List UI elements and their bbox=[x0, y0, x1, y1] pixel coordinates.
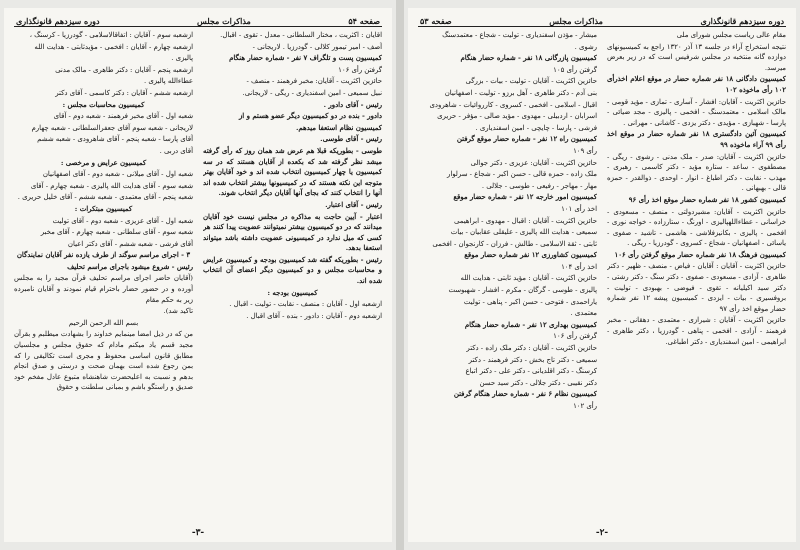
text-line: سمیعی - دکتر تاج بخش - دکتر فرهمند - دکتر bbox=[468, 355, 597, 364]
text-line: ازشعبه چهارم - آقایان : افخمی - مؤیدثابتی - هدایت الله bbox=[34, 42, 193, 51]
text-line: کمیسیون پازرگانی ۱۸ نفر - شماره حضار هنگام bbox=[460, 54, 597, 63]
text-line: بنی آدم - دکتر طاهری - آهل برزو - تولیت - اصفهانیان bbox=[444, 88, 597, 97]
text-line: حائزین اکثریت - آقایان: افشار - آساری - تمازی - مؤید قومی - مالک اسلامی - معتمدسنگ - افخمی - پالیزی - مجد ضیائی - پارسا - شهبازی - مؤیدی - دکتر یزدی - کاشانی - مهرانی . bbox=[607, 97, 786, 127]
text-line: ازشعبه اول - آقایان : منصف - نقابت - تولیت - اقبال . bbox=[229, 300, 382, 309]
text-line: پالیزی . bbox=[171, 54, 193, 63]
text-line: ازشعبه ششم - آقایان : دکتر کاسمی - آقای دکتر bbox=[55, 88, 193, 97]
text-line: شعبه سوم - آقای هدایت الله پالیزی - شعبه چهارم - آقای bbox=[30, 181, 193, 190]
text-line: حائزین اکثریت - آقایان : دکتر ملک زاده - دکتر bbox=[466, 344, 597, 353]
text-line: کمیسیون بودجه : bbox=[267, 288, 318, 297]
text-line: بسم الله الرحمن الرحیم bbox=[68, 318, 139, 327]
left-page-footer: -۳- bbox=[191, 528, 205, 538]
right-page-left-column bbox=[418, 30, 597, 522]
text-line: کمیسیون نظام ۶ نفر - شماره حضار هنگام گرفتن bbox=[453, 390, 597, 399]
text-line: کمیسیون فرهنگ ۱۸ نفر شماره حضار موقع گرفتن رأی ۱۰۶ bbox=[614, 250, 786, 259]
text-line: دادور - بنده در دو کمیسیون دیگر عضو هستم و از bbox=[238, 112, 382, 121]
text-line: کمیسیون عرایض و مرخصی : bbox=[60, 158, 147, 167]
text-line: گرفتن رأی ۱۰۵ bbox=[553, 65, 597, 74]
text-line: کمیسیون نظام استعفا میدهم. bbox=[295, 123, 382, 132]
text-line: رأی ۱۰۲ bbox=[573, 402, 597, 410]
text-line: کمیسیون راه ۱۲ نفر - شماره حضار موقع گرفتن bbox=[456, 135, 597, 144]
text-line: رئیس - آقای اعتبار. bbox=[325, 200, 382, 209]
right-page-session: دوره سیزدهم قانونگذاری bbox=[700, 16, 784, 26]
right-page-columns bbox=[418, 30, 786, 522]
text-line: حائزین اکثریت - آقایان : اقبال - مهدوی - ابراهیمی bbox=[454, 216, 597, 225]
text-line: عطاءالله پالیزی . bbox=[143, 77, 193, 86]
right-page bbox=[408, 8, 796, 542]
text-line: حائزین اکثریت - آقایان : آقایان - فیاض - منصف - ظهیر - دکتر طاهری - آزادی - مسعودی - صفوی - دکتر سنگ - دکتر رشتی - دکتر سید اکیلیانه - تقوی - فیوضی - بهبودی - تولیت - بروفسیری - بیات - ایزدی - کمیسیون پیشه ۱۲ نفر شماره حضار موقع اخذ رأی ۹۷ bbox=[607, 262, 786, 313]
text-line: آقای پارسا - شعبه پنجم - آقای شاهرودی - شعبه ششم bbox=[37, 135, 193, 144]
text-line: اخذ رأی ۱۰۴ bbox=[561, 262, 597, 271]
text-line: ازشعبه سوم - آقایان : اتفاقالاسلامی - گودرزیا - کرسنگ ، bbox=[29, 31, 193, 39]
text-line: رئیس - آقای طوسی. bbox=[320, 135, 382, 144]
text-line: لاریجانی - شعبه سوم آقای جعفرالسلطانی - شعبه چهارم bbox=[31, 123, 193, 132]
text-line: اسرابان - اردبیلی - مهدوی - مؤید صالی - مؤفر - حریری bbox=[437, 112, 597, 121]
text-line: رئیس - شروع میشود باجرای مراسم تحلیف bbox=[67, 262, 193, 271]
text-line: مقام عالی ریاست مجلس شورای ملی bbox=[676, 31, 786, 39]
left-page-right-column bbox=[203, 30, 382, 522]
text-line: ازشعبه پنجم - آقایان : دکتر طاهری - مالک مدنی bbox=[55, 65, 193, 74]
right-page-title: مذاکرات مجلس bbox=[549, 16, 603, 26]
text-line: اقایان : اکثریت ، مختار السلطانی - معدل - تقوی - اقبال. bbox=[220, 31, 382, 39]
text-line: کمیسیون امور خارجه ۱۲ نفر - شماره حضار موقع bbox=[453, 193, 597, 202]
text-line: دکتر نقیبی - دکتر جلالی - دکتر سید حسن bbox=[479, 378, 597, 387]
text-line: حائزین اکثریت - آقایان: صدر - ملک مدنی - رشوی - ریگی - مصطفوی - ساعد - ستاره مؤید - دکتر کاسمی - رهبری - مهذب - نقابت - دکتر اطباغ - انوار - اوحدی - ذوالقدر - حمزه قالی - بهبهانی . bbox=[607, 152, 786, 193]
text-line: کمیسیون محاسبات مجلس : bbox=[62, 100, 145, 109]
text-line: کمیسیون بهداری ۱۲ نفر - شماره حضار هنگام bbox=[464, 320, 597, 329]
text-line: ۳ - اجرای مراسم سوگند از طرف یازده نفر آقایان نمایندگان bbox=[16, 251, 191, 260]
text-line: من که در ذیل امضا مینمایم خداوند را بشهادت میطلبم و بقرآن مجید قسم یاد میکنم مادام که حقوق مجلس و مجلسیان مطابق قانون اساسی محفوظ و مجری است تکالیفی را که بمن رجوع شده است بهمان صحت و درستی و صدق انجام بدهم و نسبت به اعلیحضرت شاهنشاه متبوع عادل مفخم خود صدیق و راستگو باشم و بمبانی سلطنت و حقوق bbox=[14, 330, 193, 392]
text-line: ازشعبه دوم - آقایان : دادور - بنده - آقای اقبال . bbox=[246, 311, 382, 320]
text-line: حائزین اکثریت - آقایان: مخبر فرهمند - منصف - bbox=[246, 77, 382, 86]
text-line: اخذ رأی ۱۰۱ bbox=[561, 204, 597, 213]
text-line: کمیسیون آئین دادگستری ۱۸ نفر شماره حضار در موقع اخذ رأی ۹۹ آراء ماخوذه ۹۹ bbox=[607, 130, 786, 149]
text-line: حائزین اکثریت - آقایان: مشیردولتی - منصف - مسعودی - خراسانی - عطاءاللهپالیزی - اورنگ - ستارزاده - خواجه نوری - افخمی - پالیزی - بکانیزفلاشی - هاشمی - تاشید - صفوی - یاسائی - اصفهانیان - شجاع - کسروی - گودرزیا - ریگی . bbox=[607, 207, 786, 248]
text-line: حائزین اکثریت - آقایان: عزیزی - دکتر جوالی bbox=[470, 158, 597, 167]
text-line: کمیسیون مبتکرات : bbox=[74, 204, 133, 213]
text-line: رئیس - آقای دادور . bbox=[323, 100, 382, 109]
text-line: آقای فرشی - شعبه ششم - آقای دکتر اعیان bbox=[67, 239, 193, 248]
right-page-header bbox=[418, 8, 786, 27]
left-page bbox=[4, 8, 392, 542]
text-line: فرشی - پارسا - چایچی - امین اسفندیاری . bbox=[475, 123, 597, 132]
text-line: معتمدی . bbox=[570, 309, 597, 318]
text-line: شعبه اول - آقای مخبر فرهمند - شعبه دوم - آقای bbox=[53, 112, 193, 121]
text-line: رشوی . bbox=[574, 42, 597, 51]
text-line: کمیسیون کشاورزی ۱۲ نفر شماره حضار موقع bbox=[464, 251, 597, 260]
right-page-right-column bbox=[607, 30, 786, 522]
text-line: آصف - امیر تیمور کلالی - گودرزیا . لاریجانی - bbox=[252, 42, 382, 51]
left-page-title: مذاکرات مجلس bbox=[197, 16, 251, 26]
text-line: رئیس - بطوریکه گفته شد کمیسیون بودجه و کمیسیون عرایض و محاسبات مجلس و دو کمیسیون دیگر اعضای آن انتخاب شده اند. bbox=[203, 255, 382, 286]
text-line: رأی ۱۰۹ bbox=[573, 146, 597, 155]
book-gutter bbox=[396, 0, 404, 550]
text-line: حائزین اکثریت - آقایان - تولیت - بیات - بزرگی bbox=[465, 77, 597, 86]
left-page-header bbox=[14, 8, 382, 27]
right-page-footer: -۲- bbox=[595, 528, 609, 538]
text-line: آقای دربی . bbox=[159, 146, 193, 155]
left-page-session: دوره سیزدهم قانونگذاری bbox=[16, 16, 100, 26]
text-line: حائزین اکثریت - آقایان : شیرازی - معتمدی - دهقانی - مخبر فرهمند - آزادی - افخمی - پناهی - گودرزیا ، دکتر طاهری - ابراهیمی - امین اسفندیاری - دکتر اطباغی. bbox=[607, 316, 786, 346]
left-page-columns bbox=[14, 30, 382, 522]
text-line: اقبال - اسلامی - افخمی - کسروی - کارروائیات - شاهرودی bbox=[429, 100, 597, 109]
text-line: کمیسیون دادگانی ۱۸ نفر شماره حضار در موقع اعلام اخذرأی ۱۰۲ رأی ماخوذه ۱۰۲ bbox=[607, 75, 786, 94]
left-page-left-column bbox=[14, 30, 193, 522]
text-line: طوسی - بطوریکه قبلا هم عرض شد همان روز که رأی گرفته میشد نظر گرفته شد که بکعده از آقایان هستند که در سه کمیسیون یا چهار کمیسیون انتخاب شده اند و خود آقایان بهتر متوجه این نکته هستند که در کمیسیونها بیشتر انتخاب شده اند آنها را انتخاب کنند که بجای آنها آقایان دیگر انتخاب شوند. bbox=[203, 146, 382, 198]
text-line: کمیسیون کشور ۱۸ نفر شماره حضار موقع اخذ رأی ۹۶ bbox=[628, 195, 786, 204]
text-line: گرفتن رأی ۱۰۶ bbox=[338, 65, 382, 74]
text-line: نبیل سمیعی - امین اسفندیاری - ریگی - لاریجانی. bbox=[242, 88, 382, 97]
text-line: (آقایان حاضر اجرای مراسم تحلیف قرآن مجید را به مجلس آورده و در حضور حضار باحترام قیام نمودند و آقایان نامبرده زیر به حکم مقام bbox=[14, 274, 193, 304]
text-line: ثابتی - ثقة الاسلامی - طالش - فرزان - کارنجوان - افخمی bbox=[432, 239, 597, 248]
text-line: پالیزی - طوسی - گرگان - مکرم - افشار - شهبوست bbox=[448, 286, 597, 295]
text-line: شعبه اول - آقای عزیزی - شعبه دوم - آقای تولیت bbox=[52, 216, 193, 225]
text-line: حائزین اکثریت - آقایان : مؤید ثابتی - هدایت الله bbox=[460, 274, 597, 283]
text-line: نتیجه استخراج آراء در جلسه ۱۳ آذر ۱۳۲۰ راجع به کمیسیونهای دوازده گانه منتخبه در مجلس شرفیس است که در زیر بعرض میرسد. bbox=[607, 42, 786, 72]
right-page-number: صفحه ۵۳ bbox=[420, 16, 452, 26]
text-line: ملک زاده - حمزه قالی - حسن اکبر - شجاع - سرلوار bbox=[447, 170, 597, 179]
text-line: یاراحمدی - فتوحی - حسن اکبر - پناهی - تولیت bbox=[463, 297, 597, 306]
text-line: شعبه پنجم - آقای معتمدی - شعبه ششم - آقای خلیل حریری . bbox=[17, 193, 193, 202]
left-page-number: صفحه ۵۴ bbox=[348, 16, 380, 26]
text-line: تاکید شد). bbox=[163, 307, 193, 316]
text-line: میشار - مؤذن اسفندیاری - تولیت - شجاع - معتمدسنگ bbox=[442, 31, 597, 39]
text-line: سمیعی - هدایت الله پالیزی - علیقلی عقابیان - بیات bbox=[450, 228, 597, 237]
text-line: کرسنگ - دکتر اقلدیانی - دکتر علی - دکتر اتباع bbox=[465, 367, 597, 376]
text-line: شعبه سوم - آقای سلطانی - شعبه چهارم - آقای مخبر bbox=[40, 228, 193, 237]
text-line: گرفتن رأی ۱۰۶ bbox=[553, 332, 597, 341]
text-line: اعتبار - آیین حاجت به مذاکره در مجلس نیست خود آقایان میدانند که در دو کمیسیون بیشتر نمیتوانند عضویت پیدا کنند هر کسی که میل ندارد در کمیسیونی عضویت داشته باشد میتواند استعفا بدهد. bbox=[203, 212, 382, 253]
text-line: کمیسیون پست و تلگراف ۷ نفر - شماره حضار هنگام bbox=[229, 54, 382, 63]
text-line: شعبه اول - آقای میلانی - شعبه دوم - آقای اصفهانیان bbox=[42, 170, 193, 179]
text-line: مهار - مهاجر - رفیعی - طوسی - جلالی . bbox=[481, 181, 597, 190]
